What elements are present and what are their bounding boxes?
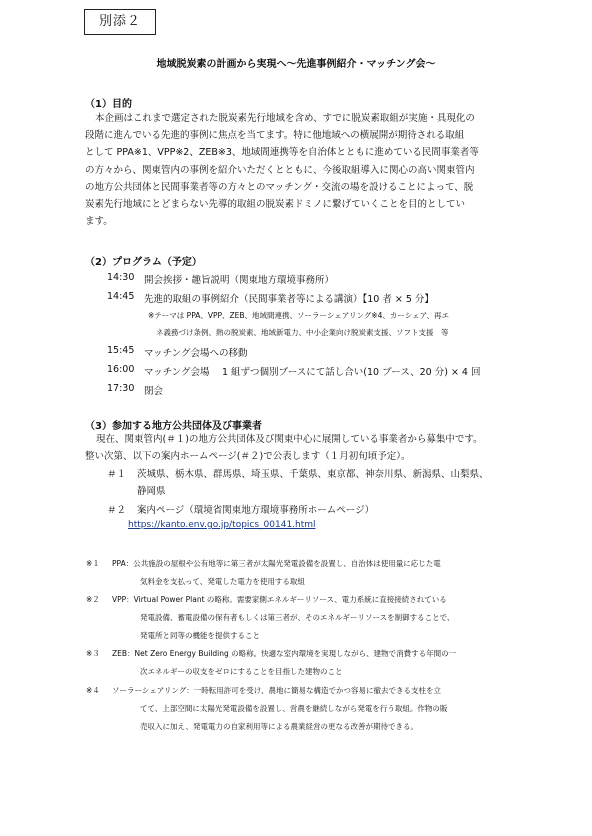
program-time: 14:30 [107, 272, 135, 283]
ref1-prefectures: 茨城県、栃木県、群馬県、埼玉県、千葉県、東京都、神奈川県、新潟県、山梨県、 [137, 469, 489, 480]
ref2-text: 案内ページ（環境省関東地方環境事務所ホームページ） [137, 505, 375, 516]
program-time: 16:00 [107, 364, 135, 375]
footnote-mark: ※１ [86, 559, 100, 568]
program-desc: 先進的取組の事例紹介（民間事業者等による講演）【10 者 × 5 分】 [144, 294, 434, 305]
ref1-mark: ＃１ [107, 469, 127, 480]
document-title: 地域脱炭素の計画から実現へ～先進事例紹介・マッチング会～ [156, 59, 436, 70]
program-heading: （2）プログラム（予定） [85, 257, 202, 268]
purpose-line: 炭素先行地域にとどまらない先導的取組の脱炭素ドミノに繋げていくことを目的としてい [85, 199, 466, 211]
program-time: 17:30 [107, 383, 135, 394]
program-time: 15:45 [107, 345, 135, 356]
program-theme-note: ※テーマは PPA、VPP、ZEB、地域間連携、ソーラーシェアリング※4、カーシェア、再エ [148, 311, 449, 320]
footnote-line: VPP：Virtual Power Plant の略称。需要家側エネルギーリソース、電力系統に直接接続されている [112, 595, 447, 604]
footnote-line: ソーラーシェアリング：一時転用許可を受け、農地に簡易な構造でかつ容易に撤去できる支柱を立 [112, 686, 441, 695]
purpose-heading: （1）目的 [85, 99, 132, 110]
program-desc: マッチング会場 1 組ずつ個別ブースにて話し合い(10 ブース、20 分) × 4 回 [144, 367, 481, 378]
attachment-label: 別添２ [84, 9, 156, 35]
footnote-line: 発電所と同等の機能を提供すること [140, 631, 260, 640]
purpose-paragraph [85, 110, 515, 230]
participants-line: 現在、関東管内(＃１)の地方公共団体及び関東中心に展開している事業者から募集中です。 [96, 434, 483, 445]
purpose-line: ます。 [85, 216, 113, 228]
program-desc: マッチング会場への移動 [144, 348, 248, 359]
participants-line: 整い次第、以下の案内ホームページ(＃２)で公表します（１月初旬頃予定）。 [85, 451, 411, 462]
program-theme-note: ネ義務づけ条例、熱の脱炭素、地域新電力、中小企業向け脱炭素支援、ソフト支援 等 [156, 328, 449, 337]
footnote-line: 売収入に加え、発電電力の自家利用等による農業経営の更なる改善が期待できる。 [140, 722, 418, 731]
ref2-mark: ＃２ [107, 505, 127, 516]
purpose-line: の地方公共団体と民間事業者等の方々とのマッチング・交流の場を設けることによって、脱 [85, 181, 474, 193]
ref1-prefectures: 静岡県 [137, 486, 166, 497]
program-desc: 開会挨拶・趣旨説明（関東地方環境事務所） [144, 275, 335, 286]
footnote-line: てて、上部空間に太陽光発電設備を設置し、営農を継続しながら発電を行う取組。作物の販 [140, 704, 448, 713]
footnote-line: ZEB：Net Zero Energy Building の略称。快適な室内環境を実現しながら、建物で消費する年間の一 [112, 649, 457, 658]
footnote-mark: ※４ [86, 686, 100, 695]
footnote-line: 発電設備、蓄電設備の保有者もしくは第三者が、そのエネルギーリソースを制御することで、 [140, 613, 455, 622]
footnote-mark: ※３ [86, 649, 100, 658]
info-page-link[interactable]: https://kanto.env.go.jp/topics_00141.html [128, 520, 316, 530]
footnote-line: PPA：公共施設の屋根や公有地等に第三者が太陽光発電設備を設置し、自治体は使用量に応じた電 [112, 559, 441, 568]
purpose-line: として PPA※1、VPP※2、ZEB※3、地域間連携等を自治体とともに進めている民間事業者等 [85, 147, 479, 159]
footnote-line: 次エネルギーの収支をゼロにすることを目指した建物のこと [140, 667, 343, 676]
footnote-mark: ※２ [86, 595, 100, 604]
program-desc: 閉会 [144, 386, 164, 397]
program-time: 14:45 [107, 291, 135, 302]
participants-heading: （3）参加する地方公共団体及び事業者 [85, 421, 262, 432]
footnote-line: 気料金を支払って、発電した電力を使用する取組 [140, 577, 305, 586]
purpose-line: の方々から、関東管内の事例を紹介いただくとともに、今後取組導入に関心の高い関東管内 [85, 164, 475, 176]
purpose-line: 段階に進んでいる先進的事例に焦点を当てます。特に他地域への横展開が期待される取組 [85, 130, 465, 142]
purpose-line: 本企画はこれまで選定された脱炭素先行地域を含め、すでに脱炭素取組が実施・具現化の [95, 113, 475, 124]
